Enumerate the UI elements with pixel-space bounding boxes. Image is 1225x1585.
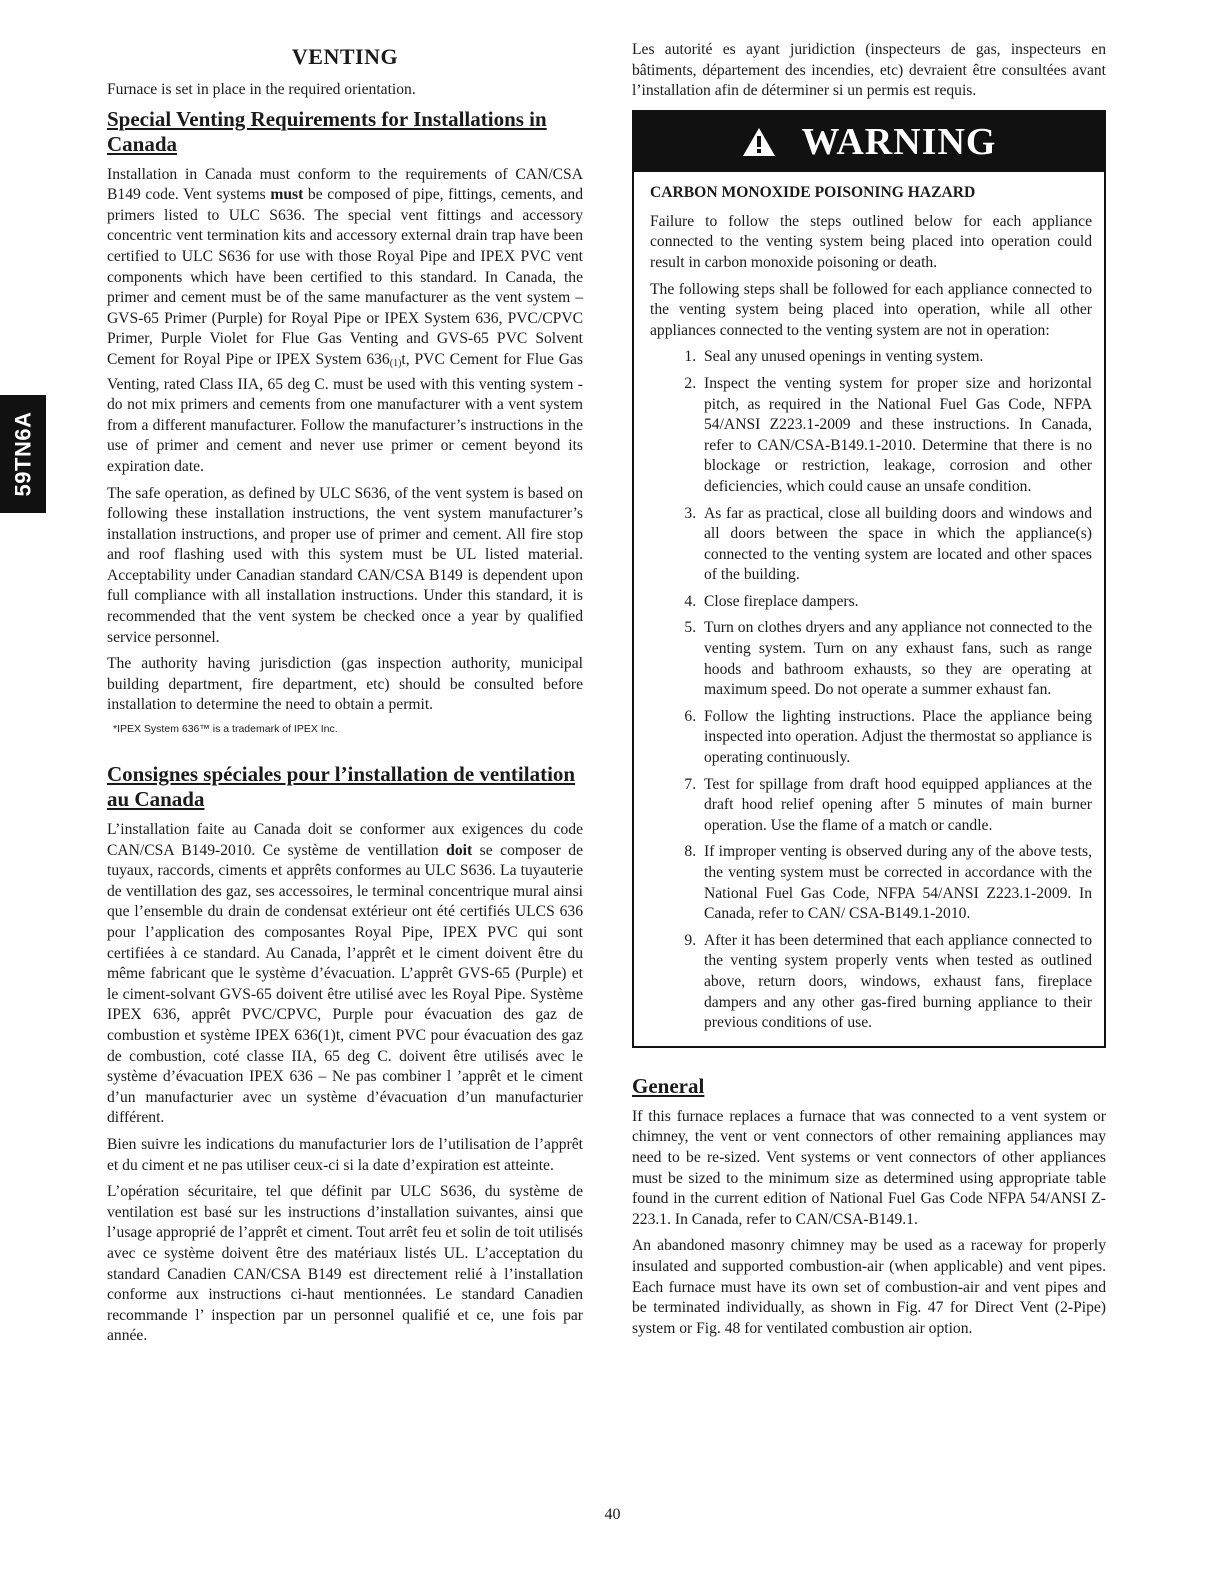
warning-header xyxy=(634,112,1104,172)
canada-paragraph-3: The authority having jurisdiction (gas inspection authority, municipal building department, fire department, etc) should be consulted before installation to determine the need to obtain a permit. xyxy=(107,655,583,714)
text-run: se composer de tuyaux, raccords, ciments et apprêts conformes au ULC S636. La tuyauterie de ventillation des gaz, ses accessoires, le terminal concentrique mural ainsi que l’ensemble du drain de condensat extérieur ont été certifiés ULCS 636 pour l’application des composantes Royal Pipe, IPEX PVC qui sont certifiées à ce standard. Au Canada, l’apprêt et le ciment doivent être du même fabricant que le système d’évacuation. L’apprêt GVS-65 (Purple) et le ciment-solvant GVS-65 doivent être utilisé avec les Royal Pipe. Système IPEX 636, apprêt PVC/CPVC, Purple pour évacuation des gaz de combustion et système IPEX 636(1)t, ciment PVC pour évacuation des gaz de combustion, coté classe IIA, 65 deg C. doivent être utilisés avec le système d’évacuation IPEX 636 – Ne pas combiner l ’apprêt et le ciment d’un manufacturier avec un système d’évacuation d’un manufacturier différent. xyxy=(107,841,583,1127)
warning-steps-list xyxy=(650,347,1092,1033)
warning-paragraph-2: The following steps shall be followed for each appliance connected to the venting system being placed into operation, while all other appliances connected to the venting system are not in operation: xyxy=(650,280,1092,339)
step-item: 8. If improper venting is observed during any of the above tests, the venting system must be corrected in accordance with the National Fuel Gas Code, NFPA 54/ANSI Z223.1-2009. In Canada, refer to CAN/ CSA-B149.1-2010. xyxy=(700,842,1092,924)
step-item: 4. Close fireplace dampers. xyxy=(700,592,1092,613)
general-paragraph-1: If this furnace replaces a furnace that was connected to a vent system or chimney, the vent or vent connectors of other remaining appliances may need to be re-sized. Vent systems or vent connectors of other appliances must be sized to the minimum size as determined using appropriate table found in the current edition of National Fuel Gas Code NFPA 54/ANSI Z-223.1. In Canada, refer to CAN/CSA-B149.1. xyxy=(632,1107,1106,1228)
canada-paragraph-1 xyxy=(107,165,583,478)
right-column xyxy=(632,40,1106,1345)
step-item: 6. Follow the lighting instructions. Place the appliance being inspected into operation. Adjust the thermostat so appliance is operating continuously. xyxy=(700,707,1092,769)
step-item: 9. After it has been determined that each appliance connected to the venting system properly vents when tested as outlined above, return doors, windows, exhaust fans, fireplace dampers and any other gas-fired burning appliance to their previous conditions of use. xyxy=(700,931,1092,1034)
text-run: be composed of pipe, fittings, cements, and primers listed to ULC S636. The special vent fittings and accessory concentric vent termination kits and accessory external drain trap have been certified to ULC S636 for use with those Royal Pipe and IPEX PVC vent components which have been certified to this standard. In Canada, the primer and cement must be of the same manufacturer as the vent system – GVS-65 Primer (Purple) for Royal Pipe or IPEX System 636, PVC/CPVC Primer, Purple Violet for Flue Gas Venting and GVS-65 PVC Solvent Cement for Royal Pipe or IPEX System 636 xyxy=(107,186,584,368)
model-label: 59TN6A xyxy=(10,411,36,497)
text-run: L’installation faite au Canada doit se conformer aux exigences du code CAN/CSA B149-2010. Ce système de ventillation xyxy=(107,821,583,859)
step-item: 2. Inspect the venting system for proper size and horizontal pitch, as required in the National Fuel Gas Code, NFPA 54/ANSI Z223.1-2009 and these instructions. In Canada, refer to CAN/CSA-B149.1-2010. Determine that there is no blockage or restriction, leakage, corrosion and other deficiencies, which could cause an unsafe condition. xyxy=(700,374,1092,498)
warning-triangle-icon xyxy=(742,127,776,157)
warning-box xyxy=(632,110,1106,1048)
warning-body xyxy=(634,172,1104,1046)
venting-title: VENTING xyxy=(291,44,399,69)
subscript: (1) xyxy=(389,357,402,369)
step-item: 3. As far as practical, close all building doors and windows and all doors between the space in which the appliance(s) connected to the venting system are located and other spaces of the building. xyxy=(700,504,1092,586)
hazard-title: CARBON MONOXIDE POISONING HAZARD xyxy=(650,183,976,201)
step-item: 1. Seal any unused openings in venting system. xyxy=(700,347,1092,368)
left-column xyxy=(107,40,583,1353)
model-side-tab xyxy=(0,395,46,513)
general-heading: General xyxy=(632,1073,705,1098)
warning-paragraph-1: Failure to follow the steps outlined below for each appliance connected to the venting system being placed into operation could result in carbon monoxide poisoning or death. xyxy=(650,212,1092,271)
right-intro-paragraph: Les autorité es ayant juridiction (inspecteurs de gas, inspecteurs en bâtiments, département des incendies, etc) devraient être consultées avant l’installation afin de déterminer si un permis est requis. xyxy=(632,41,1106,100)
french-paragraph-3: L’opération sécuritaire, tel que définit par ULC S636, du système de ventilation est basé sur les instructions d’installation suivantes, ainsi que l’usage approprié de l’apprêt et ciment. Tout arrêt feu et solin de toit utilisés avec ce système doivent être des matériaux listés UL. L’acceptation du standard Canadien CAN/CSA B149 est directement relié à l’installation conforme aux instructions ci-haut mentionnées. Le standard Canadien recommande l’ inspection par un personnel qualifié et ce, une fois par année. xyxy=(107,1183,583,1345)
warning-title: WARNING xyxy=(801,120,997,163)
step-item: 7. Test for spillage from draft hood equipped appliances at the draft hood relief opening after 5 minutes of main burner operation. Use the flame of a match or candle. xyxy=(700,775,1092,837)
emphasis-doit: doit xyxy=(446,841,473,859)
canada-paragraph-2: The safe operation, as defined by ULC S636, of the vent system is based on following these installation instructions, the vent system manufacturer’s installation instructions, and proper use of primer and cement. All fire stop and roof flashing used with this system must be UL listed material. Acceptability under Canadian standard CAN/CSA B149 is dependent upon full compliance with all installation instructions. Under this standard, it is recommended that the vent system be checked once a year by qualified service personnel. xyxy=(107,484,583,646)
canada-heading: Special Venting Requirements for Installations in Canada xyxy=(107,106,547,156)
french-paragraph-2: Bien suivre les indications du manufacturier lors de l’utilisation de l’apprêt et du ciment et ne pas utiliser ceux-ci si la date d’expiration est atteinte. xyxy=(107,1135,583,1174)
french-paragraph-1 xyxy=(107,820,583,1129)
french-heading: Consignes spéciales pour l’installation de ventilation au Canada xyxy=(107,762,576,812)
text-run: t, PVC Cement for Flue Gas Venting, rated Class IIA, 65 deg C. must be used with this venting system - do not mix primers and cements from one manufacturer with a vent system from a different manufacturer. Follow the manufacturer’s instructions in the use of primer and cement and never use primer or cement beyond its expiration date. xyxy=(107,350,583,475)
text-run: Installation in Canada must conform to the requirements of CAN/CSA B149 code. Vent systems xyxy=(107,165,583,204)
emphasis-must: must xyxy=(270,186,304,204)
trademark-footnote: *IPEX System 636™ is a trademark of IPEX Inc. xyxy=(113,723,338,736)
page-number: 40 xyxy=(604,1506,621,1523)
step-item: 5. Turn on clothes dryers and any appliance not connected to the venting system. Turn on any exhaust fans, such as range hoods and bathroom exhausts, so they are operating at maximum speed. Do not operate a summer exhaust fan. xyxy=(700,618,1092,700)
general-paragraph-2: An abandoned masonry chimney may be used as a raceway for properly insulated and supported combustion-air (when applicable) and vent pipes. Each furnace must have its own set of combustion-air and vent pipes and be terminated individually, as shown in Fig. 47 for Direct Vent (2-Pipe) system or Fig. 48 for ventilated combustion air option. xyxy=(632,1237,1106,1337)
intro-paragraph: Furnace is set in place in the required orientation. xyxy=(107,81,416,98)
